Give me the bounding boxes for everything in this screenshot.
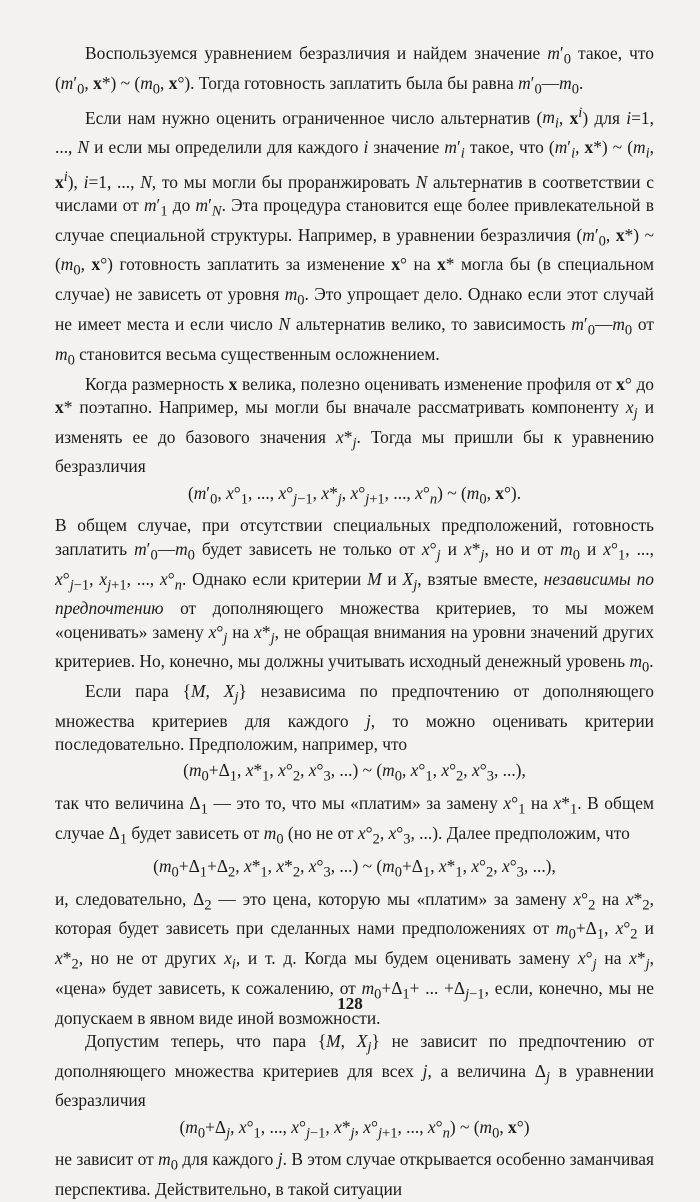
paragraph-3: Когда размерность x велика, полезно оценивать изменение профиля от x° до x* поэтапно. Например, мы могли бы вначале рассматривать компоненту $x_j$ и изменять ее до базового значения $x*_j$. Тогда мы пришли бы к уравнению безразличия xyxy=(55,373,655,477)
paragraph-8: Допустим теперь, что пара {M, $X_j$} не зависит по предпочтению от дополняющего множества критериев для всех j, а величина $\Delta_j$ в уравнении безразличия xyxy=(55,1030,655,1111)
paragraph-1: Воспользуемся уравнением безразличия и найдем значение $m'_0$ такое, что ($m'_0$, x*) ~ ($m_0$, x°). Тогда готовность заплатить была бы равна $m'_0—m_0$. xyxy=(55,43,654,98)
page-number: 128 xyxy=(337,994,363,1013)
paragraph-9: не зависит от $m_0$ для каждого j. В этом случае открывается особенно заманчивая перспектива. Действительно, в такой ситуации xyxy=(55,1149,654,1200)
paragraph-5: Если пара {M, $X_j$} независима по предпочтению от дополняющего множества критериев для каждого j, то можно оценивать критерии последовательно. Предположим, например, что xyxy=(55,681,655,755)
paragraph-6: так что величина $\Delta_1$ — это то, что мы «платим» за замену $x^\circ_1$ на $x*_1$. В общем случае $\Delta_1$ будет зависеть от $m_0$ (но не от $x^\circ_2$, $x^\circ_3$, ...). Далее предположим, что xyxy=(55,793,654,848)
formula-1: ($m'_0$, $x^\circ_1$, ..., $x^\circ_{j-1}$, $x*_j$, $x^\circ_{j+1}$, ..., $x^\circ_n$) ~ ($m_0$, x°). xyxy=(187,482,522,508)
formula-3: ($m_0+\Delta_1+\Delta_2$, $x*_1$, $x*_2$, $x^\circ_3$, ...) ~ ($m_0+\Delta_1$, $x*_1$, $x^\circ_2$, $x^\circ_3$, ...), xyxy=(153,855,556,881)
formula-4: ($m_0+\Delta_j$, $x^\circ_1$, ..., $x^\circ_{j-1}$, $x*_j$, $x^\circ_{j+1}$, ..., $x^\circ_n$) ~ ($m_0$, x°) xyxy=(179,1116,530,1142)
formula-2: ($m_0+\Delta_1$, $x*_1$, $x^\circ_2$, $x^\circ_3$, ...) ~ ($m_0$, $x^\circ_1$, $x^\circ_2$, $x^\circ_3$, ...), xyxy=(183,760,526,785)
paragraph-7: и, следовательно, $\Delta_2$ — это цена, которую мы «платим» за замену $x^\circ_2$ на $x*_2$, которая будет зависеть при сделанных нами предположениях от $m_0+\Delta_1$, $x^\circ_2$ и $x*_2$, но не от других $x_i$, и т. д. Когда мы будем оценивать замену $x^\circ_j$ на $x*_j$, «цена» будет зависеть, к сожалению, от $m_0+\Delta_1+$ ... $+\Delta_{j-1}$, если, конечно, мы не допускаем в явном виде иной возможности. xyxy=(55,888,654,1028)
paragraph-2: Если нам нужно оценить ограниченное число альтернатив ($m_i$, $x^i$) для i=1, ..., N и если мы определили для каждого i значение $m'_i$ такое, что ($m'_i$, x*) ~ ($m_i$, $x^i$), i=1, ..., N, то мы могли бы проранжировать N альтернатив в соответствии с числами от $m'_1$ до $m'_N$. Эта процедура становится еще более привлекательной в случае специальной структуры. Например, в уравнении безразличия ($m'_0$, x*) ~ ($m_0$, x°) готовность заплатить за изменение x° на x* могла бы (в специальном случае) не зависеть от уровня $m_0$. Это упрощает дело. Однако если этот случай не имеет места и если число N альтернатив велико, то зависимость $m'_0—m_0$ от $m_0$ становится весьма существенным осложнением. xyxy=(55,104,654,369)
body-text xyxy=(55,42,654,1202)
paragraph-4: В общем случае, при отсутствии специальных предположений, готовность заплатить $m'_0—m_0$ будет зависеть не только от $x^\circ_j$ и $x*_j$, но и от $m_0$ и $x^\circ_1$, ..., $x^\circ_{j-1}$, $x_{j+1}$, ..., $x^\circ_n$. Однако если критерии M и $X_j$, взятые вместе, независимы по предпочтению от дополняющего множества критериев, то мы можем «оценивать» замену $x^\circ_j$ на $x*_j$, не обращая внимания на уровни значений других критериев. Но, конечно, мы должны учитывать исходный денежный уровень $m_0$. xyxy=(55,515,655,676)
